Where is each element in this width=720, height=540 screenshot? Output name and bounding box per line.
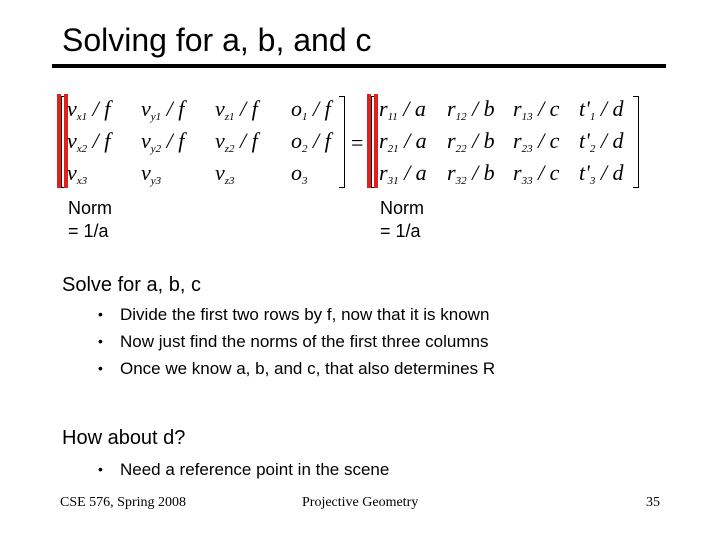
bullet-dot: •: [98, 306, 103, 322]
bullet-dot: •: [98, 360, 103, 376]
norm-highlight-right-inner: [374, 94, 378, 188]
matrix-right-cell: $t'_3$ / d: [579, 160, 624, 187]
matrix-left-cell: $o_1$ / f: [291, 96, 331, 123]
bullet-item: [98, 328, 495, 355]
matrix-left-cell: $o_3$: [291, 160, 308, 187]
norm-label-right: Norm = 1/a: [380, 198, 424, 241]
right-matrix-close-bracket: [633, 96, 639, 188]
section-heading-d: How about d?: [62, 427, 186, 449]
matrix-left-cell: $v_{x3}$: [67, 160, 88, 187]
footer-course: CSE 576, Spring 2008: [60, 495, 187, 510]
norm-highlight-left: [57, 94, 61, 188]
matrix-right-cell: $r_{21}$ / a: [379, 128, 427, 155]
footer-page-number: 35: [646, 495, 660, 510]
matrix-right-cell: $r_{32}$ / b: [447, 160, 495, 187]
matrix-left-cell: $v_{x1}$ / f: [67, 96, 111, 123]
matrix-left-cell: $v_{y3}$: [141, 160, 162, 187]
slide-title: Solving for a, b, and c: [62, 22, 372, 58]
matrix-left-cell: $o_2$ / f: [291, 128, 331, 155]
bullet-list-d: [98, 456, 389, 483]
matrix-left-cell: $v_{z1}$ / f: [215, 96, 258, 123]
equals-sign: =: [351, 130, 364, 155]
matrix-left-cell: $v_{y1}$ / f: [141, 96, 185, 123]
matrix-left-cell: $v_{z3}$: [215, 160, 235, 187]
footer-topic: Projective Geometry: [302, 495, 419, 510]
matrix-right-cell: $r_{13}$ / c: [513, 96, 560, 123]
matrix-left-cell: $v_{z2}$ / f: [215, 128, 258, 155]
matrix-left-cell: $v_{y2}$ / f: [141, 128, 185, 155]
bullet-text: Once we know a, b, and c, that also determines R: [120, 359, 496, 378]
bullet-dot: •: [98, 461, 103, 477]
bullet-item: [98, 301, 495, 328]
left-matrix-close-bracket: [339, 96, 345, 188]
norm-label-left: Norm = 1/a: [68, 198, 112, 241]
matrix-right-cell: $r_{33}$ / c: [513, 160, 560, 187]
matrix-right-cell: $r_{31}$ / a: [379, 160, 427, 187]
bullet-item: [98, 355, 495, 382]
matrix-right-cell: $t'_2$ / d: [579, 128, 624, 155]
matrix-left-cell: $v_{x2}$ / f: [67, 128, 111, 155]
bullet-list-solve: [98, 301, 495, 382]
norm-highlight-right: [367, 94, 371, 188]
bullet-text: Now just find the norms of the first three columns: [120, 332, 489, 351]
bullet-dot: •: [98, 333, 103, 349]
matrix-right-cell: $t'_1$ / d: [579, 96, 624, 123]
bullet-item: [98, 456, 389, 483]
matrix-right-cell: $r_{23}$ / c: [513, 128, 560, 155]
bullet-text: Divide the first two rows by f, now that it is known: [120, 305, 490, 324]
matrix-right-cell: $r_{11}$ / a: [379, 96, 426, 123]
matrix-equation: [55, 92, 645, 190]
matrix-right-cell: $r_{12}$ / b: [447, 96, 495, 123]
matrix-right-cell: $r_{22}$ / b: [447, 128, 495, 155]
bullet-text: Need a reference point in the scene: [120, 460, 390, 479]
section-heading-solve: Solve for a, b, c: [62, 274, 201, 296]
title-underline: [52, 64, 666, 68]
